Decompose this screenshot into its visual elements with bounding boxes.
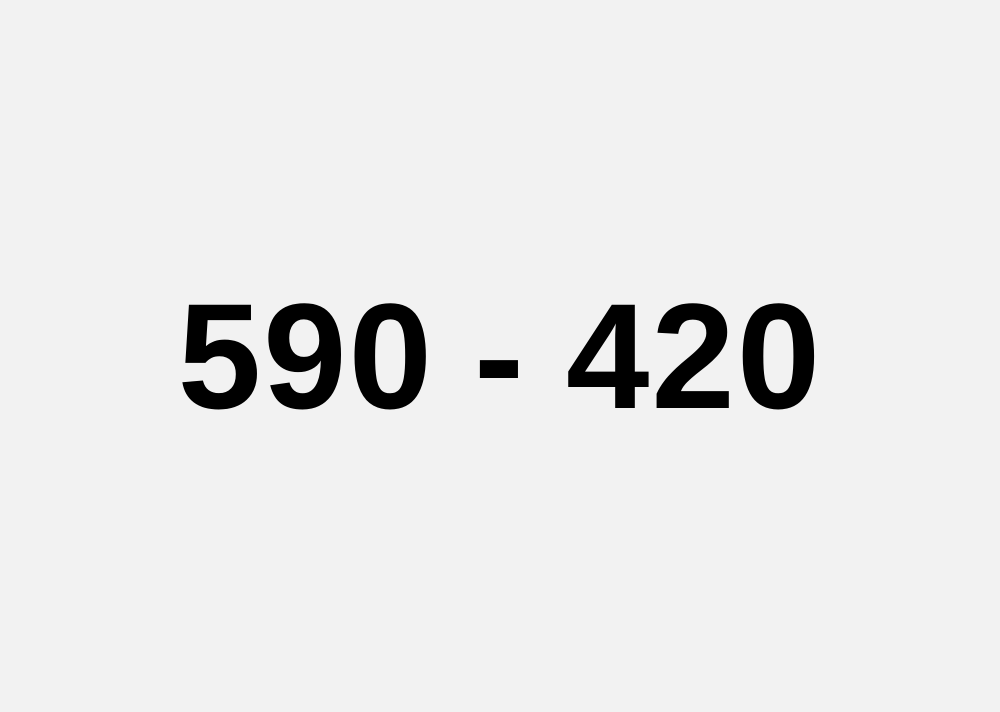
left-operand: 590	[177, 272, 435, 440]
minus-operator: -	[474, 272, 526, 440]
right-operand: 420	[565, 272, 823, 440]
